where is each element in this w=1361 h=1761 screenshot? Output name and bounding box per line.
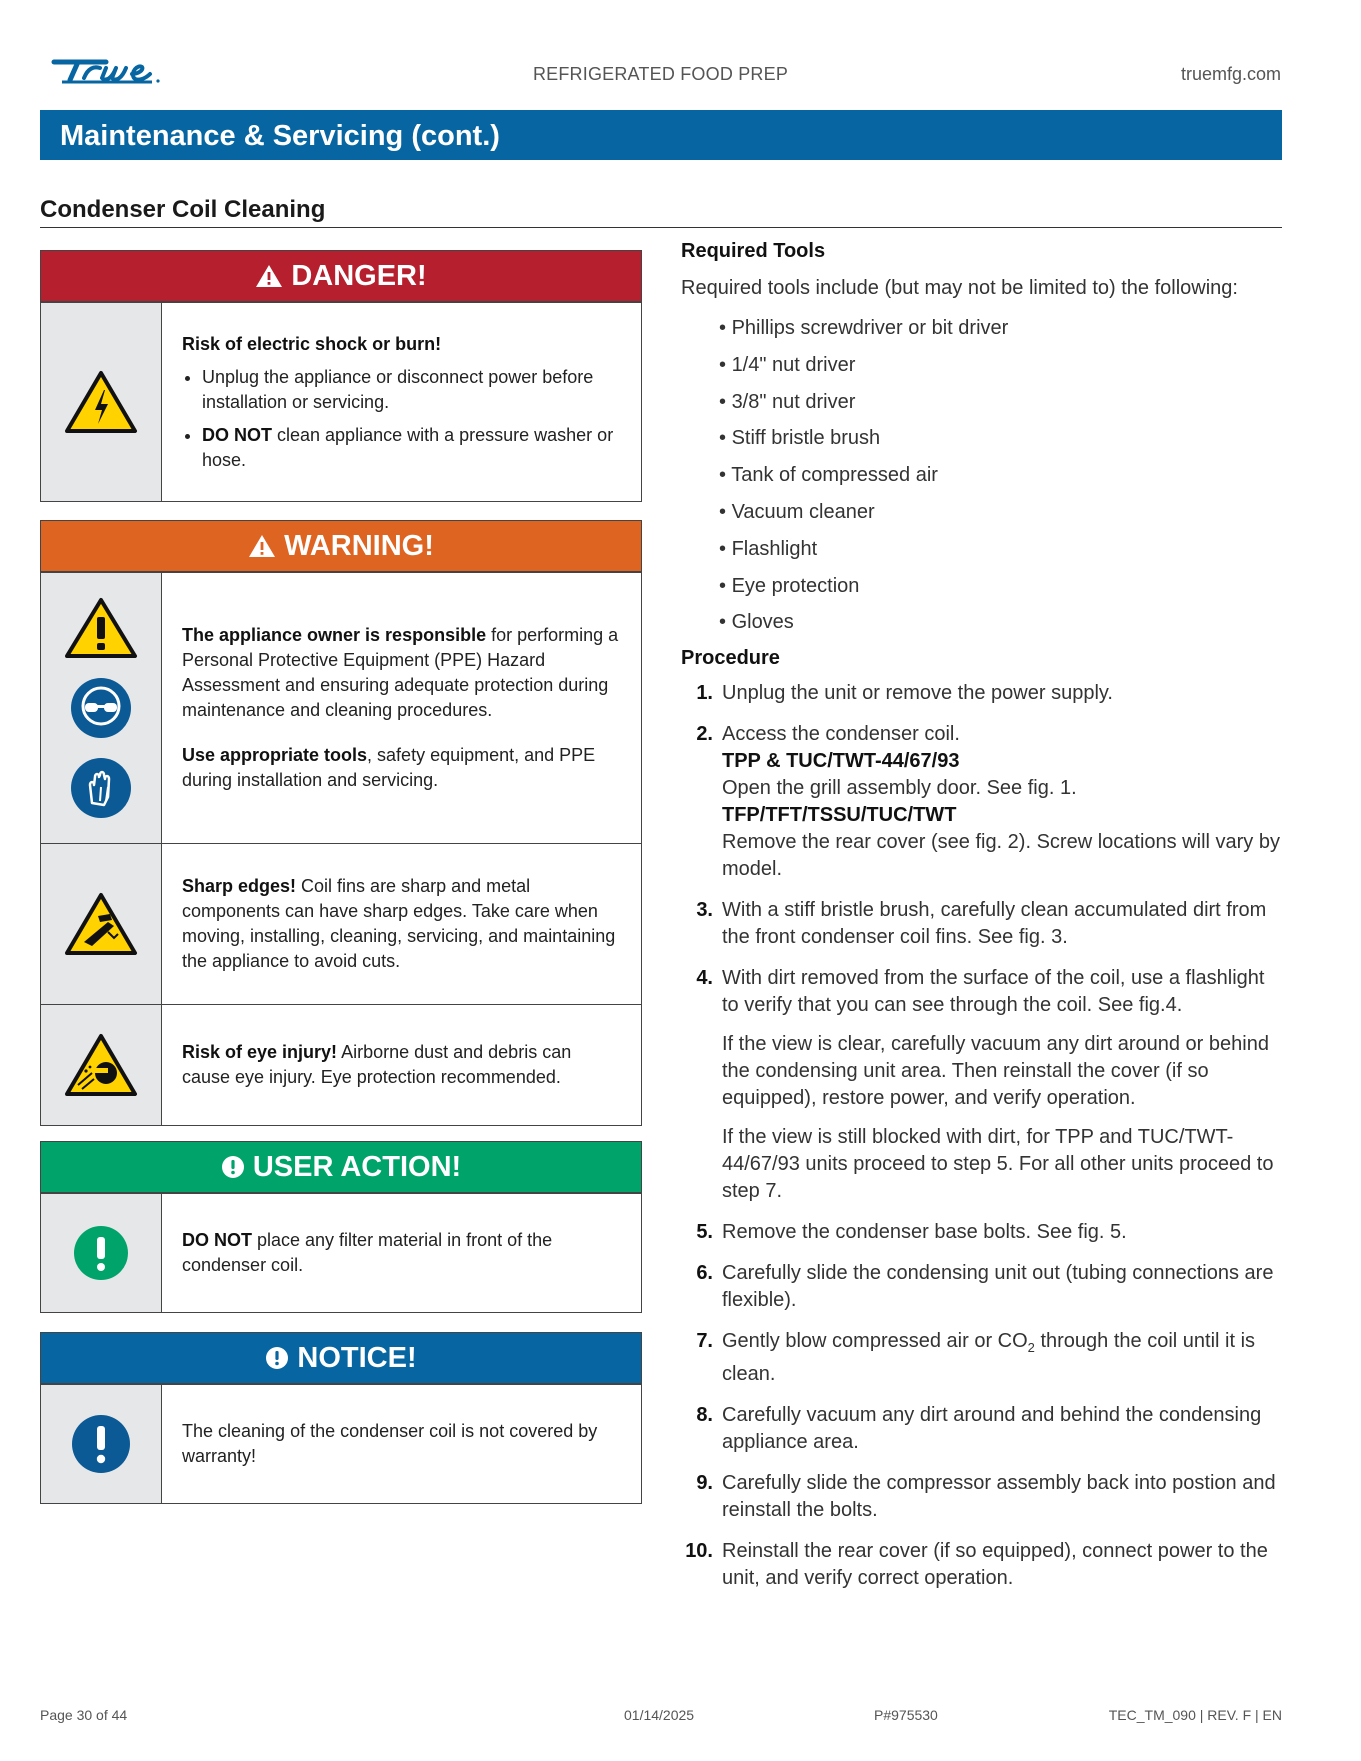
warning-header [41,521,641,572]
tool-item: • 3/8" nut driver [719,389,1286,415]
warning-icon-panel [41,573,162,843]
procedure-heading: Procedure [681,647,780,670]
user-action-box [40,1141,642,1313]
footer-document-id: TEC_TM_090 | REV. F | EN [1108,1707,1282,1723]
header-website[interactable]: truemfg.com [1180,64,1281,84]
page-title-bar [40,110,1282,160]
tool-item: • Flashlight [719,536,1286,562]
exclamation-circle-icon [221,1155,245,1179]
tool-item: • Phillips screwdriver or bit driver [719,315,1286,341]
right-column [681,240,1286,1606]
notice-header [41,1333,641,1384]
warning-icon-panel [41,844,162,1004]
required-tools-heading: Required Tools [681,240,826,262]
procedure-step: 5. Remove the condenser base bolts. See fig. 5. [696,1221,1127,1244]
model-group-title: TPP & TUC/TWT-44/67/93 [722,750,960,773]
warning-triangle-icon [255,264,283,288]
footer-date: 01/14/2025 [624,1707,695,1723]
notice-label: NOTICE! [297,1341,417,1374]
procedure-steps [681,680,1286,1592]
notice-icon-panel [41,1385,162,1503]
danger-row [41,302,641,501]
exclamation-circle-icon [265,1346,289,1370]
notice-text: The cleaning of the condenser coil is not covered by warranty! [182,1421,598,1466]
eye-protection-icon [70,677,132,739]
warning-ppe-text [162,573,641,843]
exclamation-icon [73,1225,129,1281]
notice-row [41,1384,641,1503]
tool-item: • Gloves [719,609,1286,635]
tool-item: • Eye protection [719,573,1286,599]
eye-injury-icon [64,1033,138,1097]
tool-item: • 1/4" nut driver [719,352,1286,378]
warning-row-eye-injury [41,1004,641,1125]
tool-item: • Stiff bristle brush [719,425,1286,451]
danger-text [162,303,641,501]
danger-bullet-1: • Unplug the appliance or disconnect power before installation or servicing. [202,365,623,415]
warning-row-ppe [41,572,641,843]
tools-list [681,315,1286,635]
user-action-label: USER ACTION! [252,1150,462,1183]
tool-item: • Tank of compressed air [719,462,1286,488]
procedure-step: 7. Gently blow compressed air or $CO_2$ through the coil until it is clean. [696,1330,1256,1386]
procedure-step: 4. With dirt removed from the surface of the coil, use a flashlight to verify that you can see through the coil. See fig.4. If the view is clear, carefully vacuum any dirt around or behind the condensing unit area. Then reinstall the cover (if so equipped), restore power, and verify operation. If the view is still blocked with dirt, for TPP and TUC/TWT-44/67/93 units proceed to step 5. For all other units proceed to step 7. [696,967,1274,1203]
procedure-step: 2. Access the condenser coil. TPP & TUC/TWT-44/67/93 Open the grill assembly door. See fig. 1. TFP/TFT/TSSU/TUC/TWT Remove the rear cover (see fig. 2). Screw locations will vary by model. [681,721,1286,883]
header-category: REFRIGERATED FOOD PREP [532,64,789,84]
user-action-row [41,1193,641,1312]
user-action-text: DO NOT place any filter material in front of the condenser coil. [182,1230,553,1275]
procedure-step: 8. Carefully vacuum any dirt around and behind the condensing appliance area. [696,1404,1262,1454]
exclamation-icon [71,1414,131,1474]
electric-shock-icon [64,370,138,434]
danger-bullet-2: • DO NOT clean appliance with a pressure washer or hose. [202,423,623,473]
procedure-step: 3. With a stiff bristle brush, carefully clean accumulated dirt from the front condenser coil fins. See fig. 3. [696,899,1267,949]
danger-label: DANGER! [291,259,427,292]
warning-ppe-paragraph-1: The appliance owner is responsible for performing a Personal Protective Equipment (PPE) Hazard Assessment and ensuring adequate protection during maintenance and cleaning procedures. [182,625,619,720]
footer-part-number: P#975530 [874,1707,938,1723]
sharp-edges-icon [64,892,138,956]
section-divider [40,227,1282,228]
gloves-icon [70,757,132,819]
model-group-title: TFP/TFT/TSSU/TUC/TWT [722,804,957,827]
danger-box [40,250,642,502]
warning-eye-text: Risk of eye injury! Airborne dust and debris can cause eye injury. Eye protection recommended. [182,1042,572,1087]
general-warning-icon [64,597,138,659]
danger-icon-panel [41,303,162,501]
warning-ppe-paragraph-2: Use appropriate tools, safety equipment, and PPE during installation and servicing. [182,745,596,790]
user-action-icon-panel [41,1194,162,1312]
notice-box [40,1332,642,1504]
warning-icon-panel [41,1005,162,1125]
section-title: Condenser Coil Cleaning [40,196,326,223]
procedure-step: 9. Carefully slide the compressor assembly back into postion and reinstall the bolts. [696,1472,1276,1522]
warning-triangle-icon [248,534,276,558]
danger-header [41,251,641,302]
warning-label: WARNING! [284,529,434,562]
warning-box [40,520,642,1126]
tool-item: • Vacuum cleaner [719,499,1286,525]
procedure-step: 10. Reinstall the rear cover (if so equipped), connect power to the unit, and verify correct operation. [685,1540,1268,1590]
procedure-step: 6. Carefully slide the condensing unit out (tubing connections are flexible). [696,1262,1274,1312]
danger-list [182,365,623,473]
warning-row-sharp-edges [41,843,641,1004]
procedure-step: 1. Unplug the unit or remove the power supply. [696,682,1113,705]
page-title: Maintenance & Servicing (cont.) [60,120,500,152]
user-action-header [41,1142,641,1193]
required-tools-intro: Required tools include (but may not be limited to) the following: [681,277,1238,299]
danger-heading: Risk of electric shock or burn! [182,333,442,354]
warning-sharp-text: Sharp edges! Coil fins are sharp and metal components can have sharp edges. Take care when moving, installing, cleaning, servicing, and maintaining the appliance to avoid cuts. [182,876,616,971]
footer-page-number: Page 30 of 44 [40,1707,128,1723]
